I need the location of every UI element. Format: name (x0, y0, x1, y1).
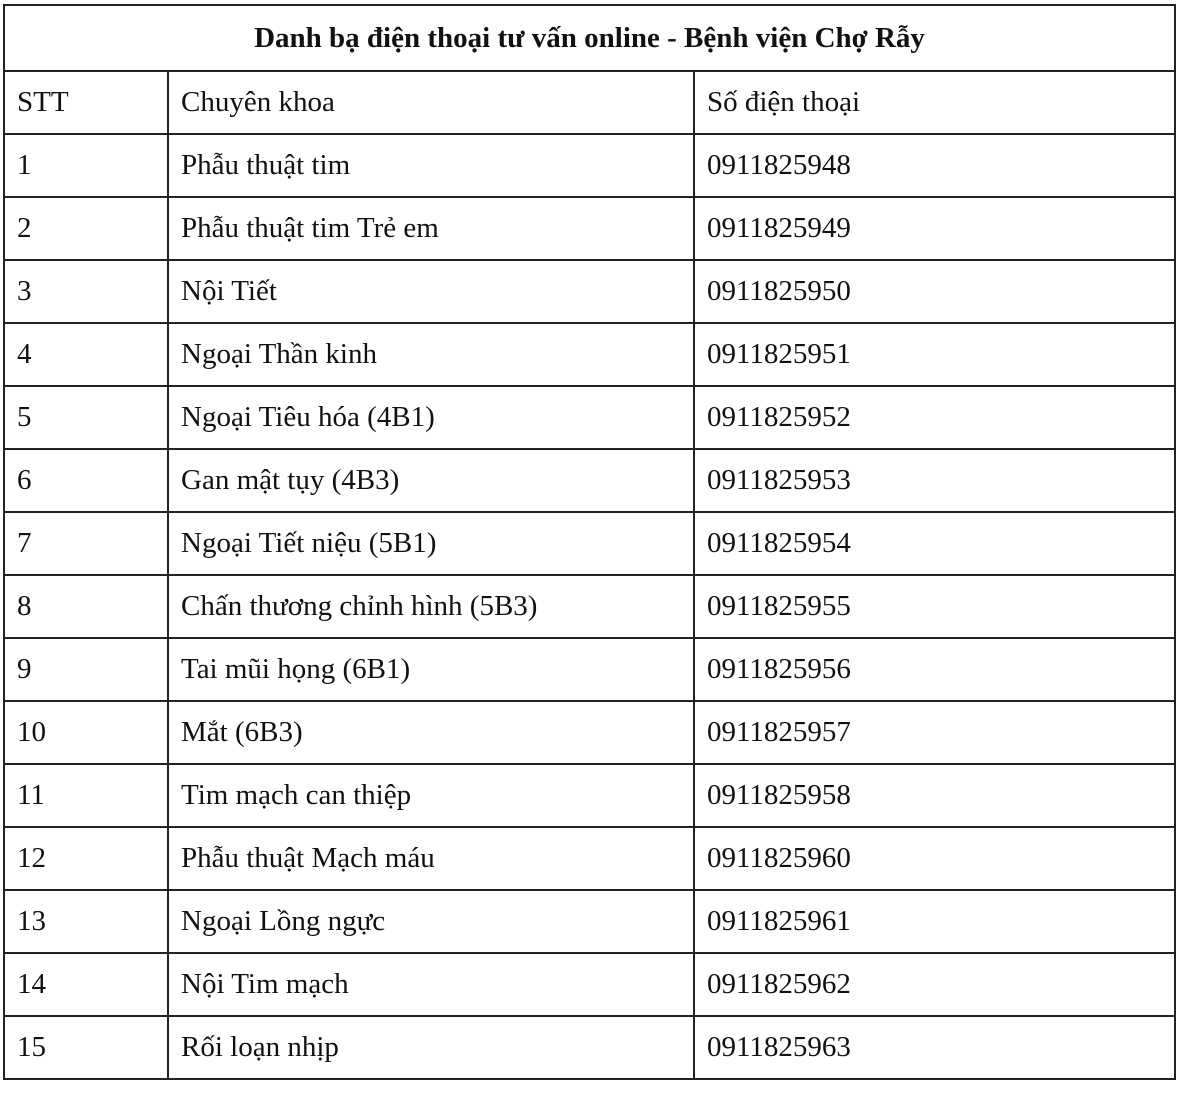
cell-stt: 9 (4, 638, 168, 701)
cell-stt: 11 (4, 764, 168, 827)
cell-stt: 1 (4, 134, 168, 197)
cell-specialty: Phẫu thuật Mạch máu (168, 827, 694, 890)
cell-phone: 0911825961 (694, 890, 1175, 953)
table-row (4, 449, 1175, 512)
cell-stt: 12 (4, 827, 168, 890)
cell-specialty: Ngoại Thần kinh (168, 323, 694, 386)
cell-phone: 0911825958 (694, 764, 1175, 827)
cell-specialty: Nội Tiết (168, 260, 694, 323)
cell-phone: 0911825952 (694, 386, 1175, 449)
cell-specialty: Mắt (6B3) (168, 701, 694, 764)
cell-stt: 8 (4, 575, 168, 638)
cell-stt: 4 (4, 323, 168, 386)
column-header-specialty: Chuyên khoa (168, 71, 694, 134)
cell-specialty: Chấn thương chỉnh hình (5B3) (168, 575, 694, 638)
title-row (4, 5, 1175, 71)
cell-specialty: Ngoại Tiêu hóa (4B1) (168, 386, 694, 449)
cell-specialty: Phẫu thuật tim (168, 134, 694, 197)
table-row (4, 827, 1175, 890)
cell-specialty: Phẫu thuật tim Trẻ em (168, 197, 694, 260)
cell-stt: 10 (4, 701, 168, 764)
table-row (4, 890, 1175, 953)
cell-phone: 0911825957 (694, 701, 1175, 764)
cell-phone: 0911825950 (694, 260, 1175, 323)
cell-specialty: Tai mũi họng (6B1) (168, 638, 694, 701)
cell-specialty: Nội Tim mạch (168, 953, 694, 1016)
cell-stt: 6 (4, 449, 168, 512)
table-title: Danh bạ điện thoại tư vấn online - Bệnh viện Chợ Rẫy (4, 5, 1175, 71)
cell-phone: 0911825949 (694, 197, 1175, 260)
table-row (4, 575, 1175, 638)
phone-directory-table (3, 4, 1176, 1080)
cell-specialty: Rối loạn nhịp (168, 1016, 694, 1079)
table-row (4, 134, 1175, 197)
cell-phone: 0911825956 (694, 638, 1175, 701)
table-row (4, 512, 1175, 575)
cell-phone: 0911825948 (694, 134, 1175, 197)
cell-stt: 14 (4, 953, 168, 1016)
cell-stt: 5 (4, 386, 168, 449)
table-row (4, 953, 1175, 1016)
cell-specialty: Gan mật tụy (4B3) (168, 449, 694, 512)
cell-phone: 0911825955 (694, 575, 1175, 638)
cell-phone: 0911825951 (694, 323, 1175, 386)
column-header-stt: STT (4, 71, 168, 134)
cell-specialty: Ngoại Tiết niệu (5B1) (168, 512, 694, 575)
cell-stt: 13 (4, 890, 168, 953)
cell-phone: 0911825954 (694, 512, 1175, 575)
cell-stt: 7 (4, 512, 168, 575)
cell-stt: 3 (4, 260, 168, 323)
table-row (4, 638, 1175, 701)
cell-phone: 0911825963 (694, 1016, 1175, 1079)
table-row (4, 386, 1175, 449)
table-row (4, 323, 1175, 386)
header-row (4, 71, 1175, 134)
table-row (4, 1016, 1175, 1079)
cell-phone: 0911825960 (694, 827, 1175, 890)
cell-specialty: Ngoại Lồng ngực (168, 890, 694, 953)
table-row (4, 701, 1175, 764)
cell-phone: 0911825953 (694, 449, 1175, 512)
table-row (4, 764, 1175, 827)
cell-stt: 15 (4, 1016, 168, 1079)
cell-stt: 2 (4, 197, 168, 260)
cell-specialty: Tim mạch can thiệp (168, 764, 694, 827)
table-row (4, 260, 1175, 323)
cell-phone: 0911825962 (694, 953, 1175, 1016)
table-row (4, 197, 1175, 260)
column-header-phone: Số điện thoại (694, 71, 1175, 134)
